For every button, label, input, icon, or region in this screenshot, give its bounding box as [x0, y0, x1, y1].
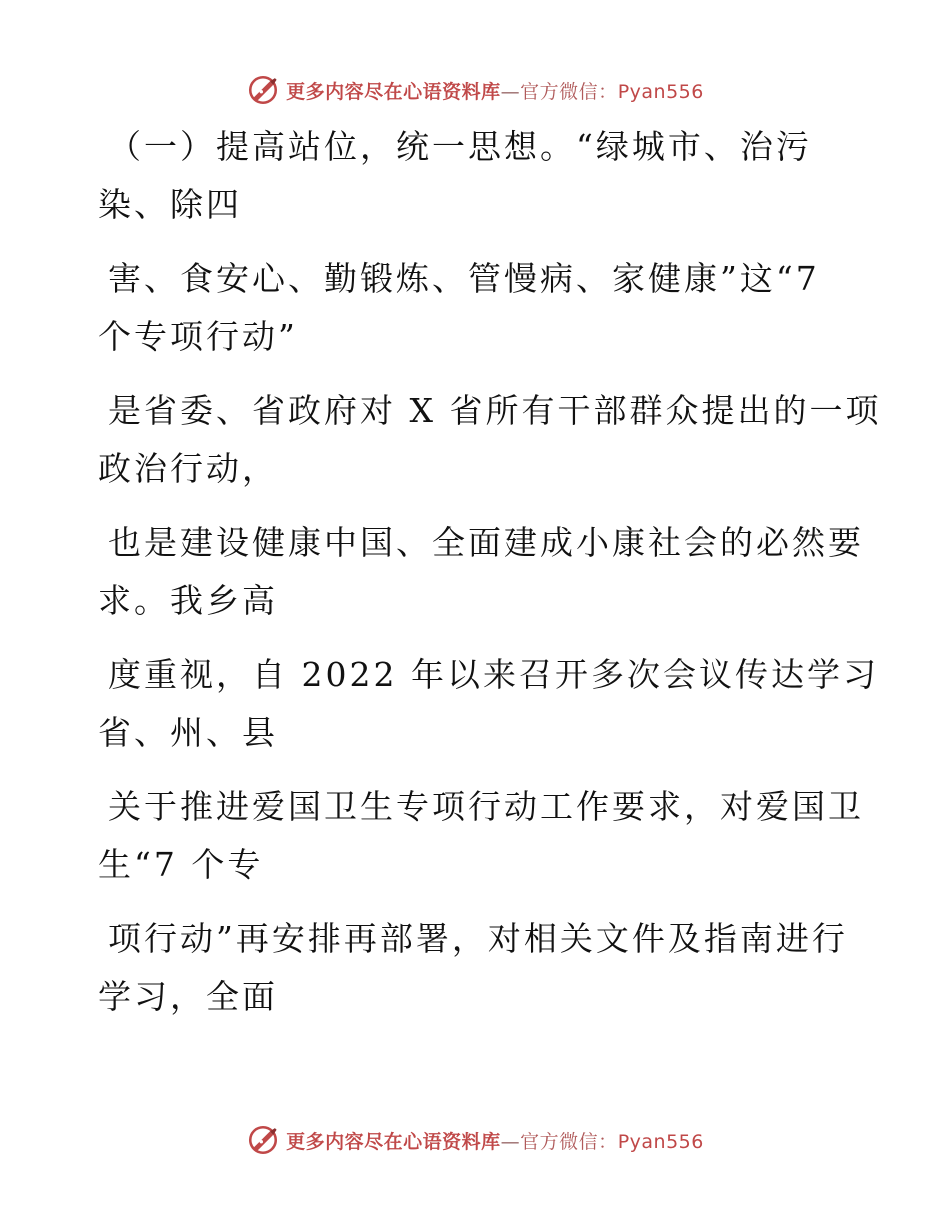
footer-watermark — [0, 1120, 950, 1160]
paragraph-line: 个专项行动” — [98, 317, 298, 356]
header-watermark — [0, 70, 950, 110]
watermark-text — [286, 1127, 704, 1154]
paragraph-line: 害、食安心、勤锻炼、管慢病、家健康”这“7 — [108, 259, 820, 298]
paragraph-line: 项行动”再安排再部署，对相关文件及指南进行 — [108, 919, 848, 958]
paragraph-7 — [98, 910, 858, 1026]
watermark-brand: 更多内容尽在心语资料库 — [286, 80, 501, 103]
watermark-text — [286, 77, 704, 104]
document-body — [98, 118, 882, 1042]
paragraph-line: 生“7 个专 — [98, 845, 264, 884]
watermark-account: Pyan556 — [617, 1130, 704, 1153]
watermark-account: Pyan556 — [617, 80, 704, 103]
watermark-separator: — — [500, 1130, 521, 1153]
paragraph-1 — [98, 118, 858, 234]
paragraph-line: （一）提高站位，统一思想。“绿城市、治污 — [108, 127, 812, 166]
paragraph-5 — [98, 646, 879, 762]
paragraph-line: 度重视，自 2022 年以来召开多次会议传达学习 — [108, 655, 879, 694]
paragraph-line: 求。我乡高 — [98, 581, 278, 620]
paragraph-line: 是省委、省政府对 X 省所有干部群众提出的一项 — [108, 391, 882, 430]
paragraph-line: 省、州、县 — [98, 713, 278, 752]
paragraph-line: 关于推进爱国卫生专项行动工作要求，对爱国卫 — [108, 787, 864, 826]
watermark-official-label: 官方微信： — [520, 1130, 618, 1153]
watermark-separator: — — [500, 80, 521, 103]
fountain-pen-logo-icon — [246, 1123, 280, 1157]
paragraph-line: 也是建设健康中国、全面建成小康社会的必然要 — [108, 523, 864, 562]
paragraph-line: 政治行动， — [98, 449, 278, 488]
paragraph-4 — [98, 514, 864, 630]
fountain-pen-logo-icon — [246, 73, 280, 107]
watermark-brand: 更多内容尽在心语资料库 — [286, 1130, 501, 1153]
paragraph-2 — [98, 250, 858, 366]
watermark-official-label: 官方微信： — [520, 80, 618, 103]
paragraph-line: 学习，全面 — [98, 977, 278, 1016]
paragraph-6 — [98, 778, 864, 894]
paragraph-line: 染、除四 — [98, 185, 242, 224]
paragraph-3 — [98, 382, 882, 498]
